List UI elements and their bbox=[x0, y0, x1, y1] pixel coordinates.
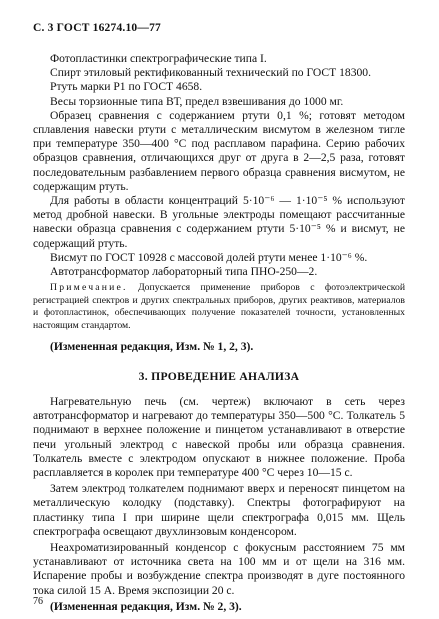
paragraph: Висмут по ГОСТ 10928 с массовой долей ртути менее 1·10⁻⁶ %. bbox=[50, 250, 368, 264]
paragraph: Ртуть марки Р1 по ГОСТ 4658. bbox=[50, 80, 203, 94]
note-text: Допускается применение приборов с фотоэлектрической регистрацией спектров и других спектральных приборов, других реактивов, материалов и фотопластинок, обеспечивающих получение показателей точности, установленных настоящим стандартом. bbox=[33, 282, 406, 332]
page-header: С. 3 ГОСТ 16274.10—77 bbox=[33, 22, 161, 34]
paragraph: Затем электрод толкателем поднимают вверх и переносят пинцетом на металлическую колодку (подставку). Спектры фотографируют на пластинку типа I при ширине щели спектрографа 0,015 мм. Щель спектрографа освещают двухлинзовым конденсором. bbox=[33, 482, 405, 538]
page-number: 76 bbox=[33, 596, 43, 607]
paragraph: Спирт этиловый ректификованный технический по ГОСТ 18300. bbox=[50, 66, 372, 80]
paragraph: Неахроматизированный конденсор с фокусным расстоянием 75 мм устанавливают от источника света на 100 мм и от щели на 316 мм. Испарение пробы и возбуждение спектра производят в дуге постоянного тока силой 15 А. Время экспозиции 20 с. bbox=[33, 541, 405, 597]
note bbox=[33, 282, 405, 332]
revision-note: (Измененная редакция, Изм. № 2, 3). bbox=[50, 599, 242, 613]
paragraph: Фотопластинки спектрографические типа I. bbox=[50, 52, 267, 65]
document-body bbox=[33, 52, 405, 614]
paragraph: Для работы в области концентраций 5·10⁻⁶ — 1·10⁻⁵ % используют метод дробной навески. В угольные электроды помещают рассчитанные навески образца сравнения с содержанием ртути 5·10⁻⁵ % и висмут, не содержащий ртуть. bbox=[33, 194, 405, 250]
section-title: 3. ПРОВЕДЕНИЕ АНАЛИЗА bbox=[138, 369, 300, 383]
paragraph: Весы торзионные типа ВТ, предел взвешивания до 1000 мг. bbox=[50, 94, 344, 108]
note-label: Примечание. bbox=[50, 282, 128, 294]
revision-note: (Измененная редакция, Изм. № 1, 2, 3). bbox=[50, 339, 254, 353]
paragraph: Автотрансформатор лабораторный типа ПНО-250—2. bbox=[50, 265, 318, 279]
paragraph: Образец сравнения с содержанием ртути 0,1 %; готовят методом сплавления навески ртути с металлическим висмутом в железном тигле при температуре 350—400 °С под расплавом парафина. Серию рабочих образцов сравнения, отличающихся друг от друга в 2—2,5 раза, готовят последовательным разбавлением первого образца сравнения висмутом, не содержащим ртуть. bbox=[33, 108, 405, 193]
paragraph: Нагревательную печь (см. чертеж) включают в сеть через автотрансформатор и нагревают до температуры 350—500 °С. Толкатель 5 поднимают в верхнее положение и пинцетом устанавливают в отверстие печи угольный электрод с навеской пробы или образца сравнения. Толкатель вместе с электродом опускают в нижнее положение. Проба расплавляется в королек при температуре 400 °С через 10—15 с. bbox=[33, 395, 405, 480]
